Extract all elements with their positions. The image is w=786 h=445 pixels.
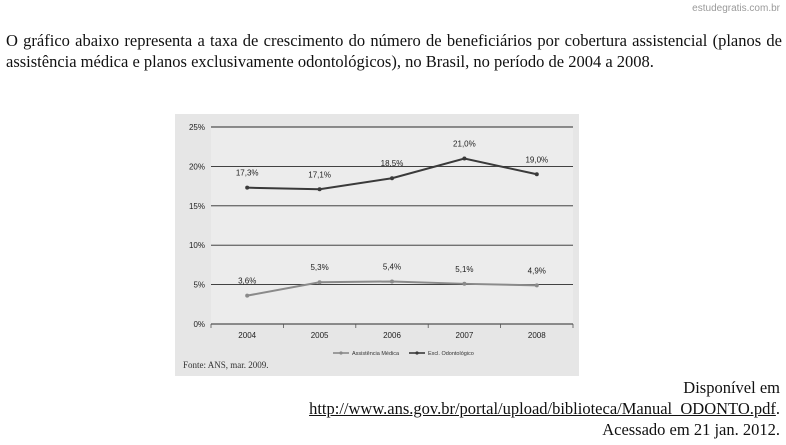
data-label: 5,1% bbox=[455, 264, 474, 274]
data-label: 18,5% bbox=[380, 159, 404, 169]
data-point bbox=[535, 172, 539, 176]
data-label: 5,3% bbox=[310, 263, 329, 273]
plot-area bbox=[211, 127, 573, 324]
data-label: 3,6% bbox=[238, 276, 257, 286]
citation-url-link[interactable]: http://www.ans.gov.br/portal/upload/biblioteca/Manual_ODONTO.pdf bbox=[309, 399, 776, 418]
data-label: 21,0% bbox=[453, 139, 476, 149]
y-tick-label: 25% bbox=[188, 123, 205, 132]
y-tick-label: 15% bbox=[188, 201, 205, 211]
y-tick-label: 20% bbox=[188, 162, 205, 172]
citation-available-at: Disponível em bbox=[683, 378, 780, 397]
data-label: 4,9% bbox=[527, 266, 546, 276]
data-point bbox=[390, 176, 394, 180]
data-label: 19,0% bbox=[525, 155, 549, 165]
x-tick-label: 2008 bbox=[527, 331, 546, 340]
watermark: estudegratis.com.br bbox=[692, 3, 780, 14]
question-intro-text: O gráfico abaixo representa a taxa de crescimento do número de beneficiários por cobertura assistencial (planos de assistência médica e planos exclusivamente odontológicos), no Brasil, no período de 2004 a 2008. bbox=[6, 31, 782, 71]
x-tick-label: 2004 bbox=[238, 331, 257, 340]
data-label: 17,1% bbox=[308, 170, 331, 180]
data-point bbox=[462, 282, 466, 286]
data-point bbox=[245, 186, 249, 190]
y-tick-label: 10% bbox=[188, 241, 205, 251]
data-point bbox=[318, 280, 322, 284]
legend-marker bbox=[415, 351, 418, 354]
x-tick-label: 2007 bbox=[455, 331, 474, 340]
legend-label: Excl. Odontológico bbox=[428, 351, 474, 357]
data-label: 5,4% bbox=[382, 262, 402, 272]
data-point bbox=[535, 283, 539, 287]
line-chart bbox=[175, 114, 579, 376]
y-tick-label: 5% bbox=[193, 280, 205, 290]
data-label: 17,3% bbox=[235, 168, 259, 178]
data-point bbox=[390, 279, 394, 283]
chart-svg bbox=[175, 114, 579, 376]
chart-source: Fonte: ANS, mar. 2009. bbox=[183, 360, 269, 370]
x-tick-label: 2006 bbox=[383, 331, 401, 340]
citation-url-period: . bbox=[775, 399, 780, 418]
data-point bbox=[318, 187, 322, 191]
legend-marker bbox=[339, 351, 342, 354]
data-point bbox=[462, 157, 466, 161]
citation-url-line bbox=[309, 398, 780, 419]
citation bbox=[309, 377, 780, 440]
legend-label: Assistência Médica bbox=[352, 351, 400, 357]
x-tick-label: 2005 bbox=[310, 331, 329, 340]
y-tick-label: 0% bbox=[193, 320, 205, 329]
data-point bbox=[245, 294, 249, 298]
citation-accessed-date: Acessado em 21 jan. 2012. bbox=[602, 420, 780, 439]
